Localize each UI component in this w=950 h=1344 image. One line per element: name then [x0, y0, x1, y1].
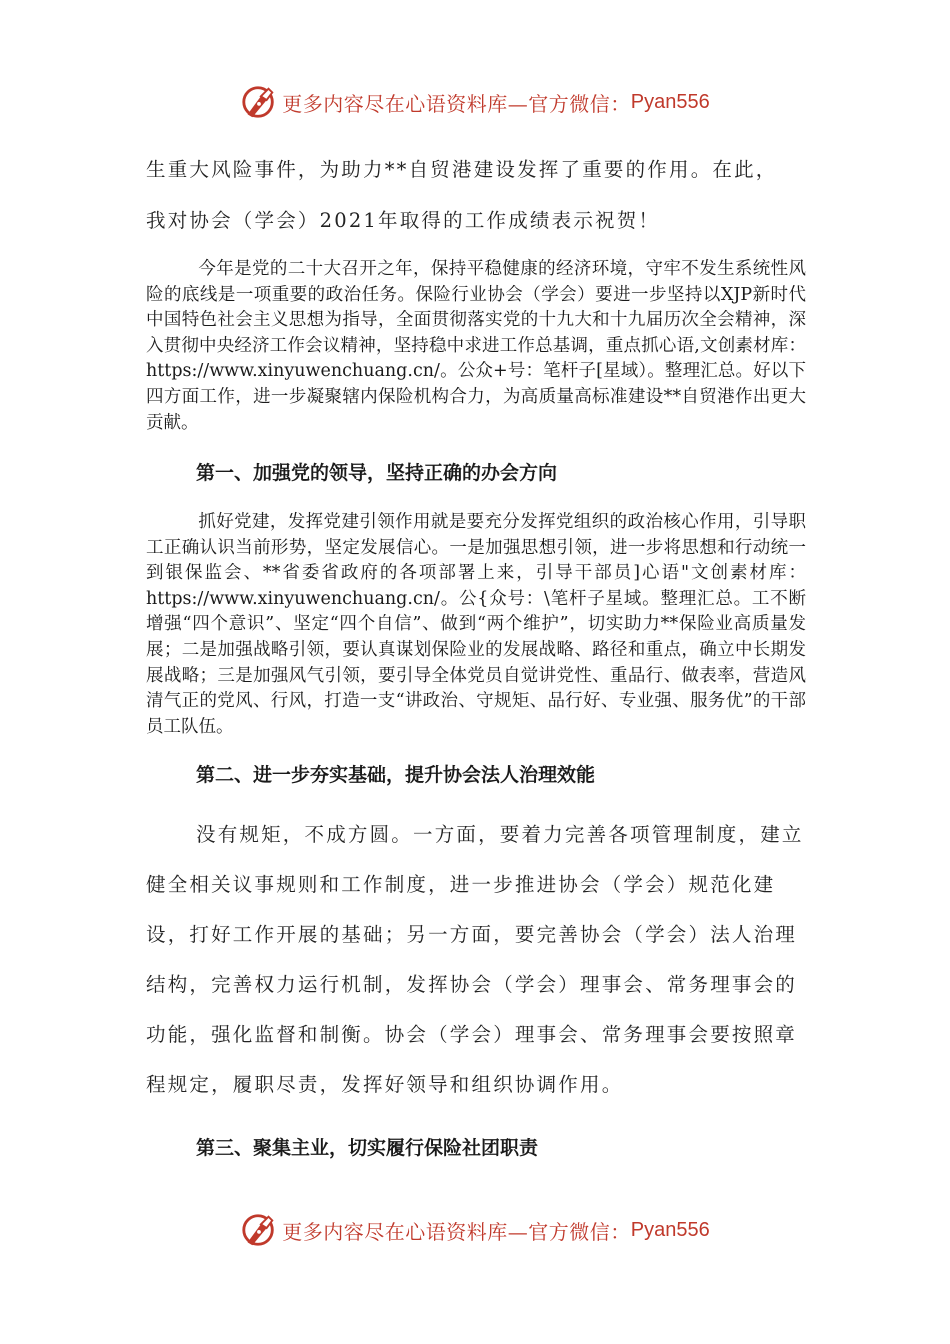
banner-wechat-id: Pyan556 [630, 90, 710, 113]
pen-nib-circle-icon [240, 83, 278, 121]
paragraph-3-text: 没有规矩，不成方圆。一方面，要着力完善各项管理制度，建立健全相关议事规则和工作制度，进一步推进协会（学会）规范化建设，打好工作开展的基础；另一方面，要完善协会（学会）法人治理结构，完善权力运行机制，发挥协会（学会）理事会、常务理事会的功能，强化监督和制衡。协会（学会）理事会、常务理事会要按照章程规定，履职尽责，发挥好领导和组织协调作用。 [146, 823, 804, 1096]
paragraph-1-text: 今年是党的二十大召开之年，保持平稳健康的经济环境，守牢不发生系统性风险的底线是一项重要的政治任务。保险行业协会（学会）要进一步坚持以XJP新时代中国特色社会主义思想为指导，全面贯彻落实党的十九大和十九届历次全会精神，深入贯彻中央经济工作会议精神，坚持稳中求进工作总基调，重点抓心语,文创素材库：https://www.xinyuwenchuang.cn/。公众+号：笔杆子[星域）。整理汇总。好以下四方面工作，进一步凝聚辖内保险机构合力，为高质量高标准建设**自贸港作出更大贡献。 [146, 259, 806, 433]
header-banner [0, 80, 950, 124]
intro-line-1: 生重大风险事件，为助力**自贸港建设发挥了重要的作用。在此， [146, 158, 778, 181]
paragraph-2-text: 抓好党建，发挥党建引领作用就是要充分发挥党组织的政治核心作用，引导职工正确认识当前形势，坚定发展信心。一是加强思想引领，进一步将思想和行动统一到银保监会、**省委省政府的各项部署上来，引导干部员]心语"文创素材库：https://www.xinyuwenchuang.cn/。公{众号：\笔杆子星域。整理汇总。工不断增强“四个意识”、坚定“四个自信”、做到“两个维护”，切实助力**保险业高质量发展；二是加强战略引领，要认真谋划保险业的发展战略、路径和重点，确立中长期发展战略；三是加强风气引领，要引导全体党员自觉讲党性、重品行、做表率，营造风清气正的党风、行风，打造一支“讲政治、守规矩、品行好、专业强、服务优”的干部员工队伍。 [146, 512, 806, 737]
banner-wechat-id: Pyan556 [630, 1218, 710, 1241]
section-heading-1: 第一、加强党的领导，坚持正确的办会方向 [196, 462, 558, 484]
section-heading-3: 第三、聚集主业，切实履行保险社团职责 [196, 1137, 539, 1159]
pen-nib-circle-icon [240, 1211, 278, 1249]
section-heading-2: 第二、进一步夯实基础，提升协会法人治理效能 [196, 764, 596, 786]
paragraph-2 [146, 510, 806, 740]
banner-text: 更多内容尽在心语资料库—官方微信： [282, 1219, 631, 1244]
footer-banner [0, 1208, 950, 1252]
intro-line-2: 我对协会（学会）2021年取得的工作成绩表示祝贺！ [146, 209, 661, 232]
banner-text: 更多内容尽在心语资料库—官方微信： [282, 91, 631, 116]
paragraph-1 [146, 257, 806, 436]
paragraph-3 [146, 810, 806, 1110]
